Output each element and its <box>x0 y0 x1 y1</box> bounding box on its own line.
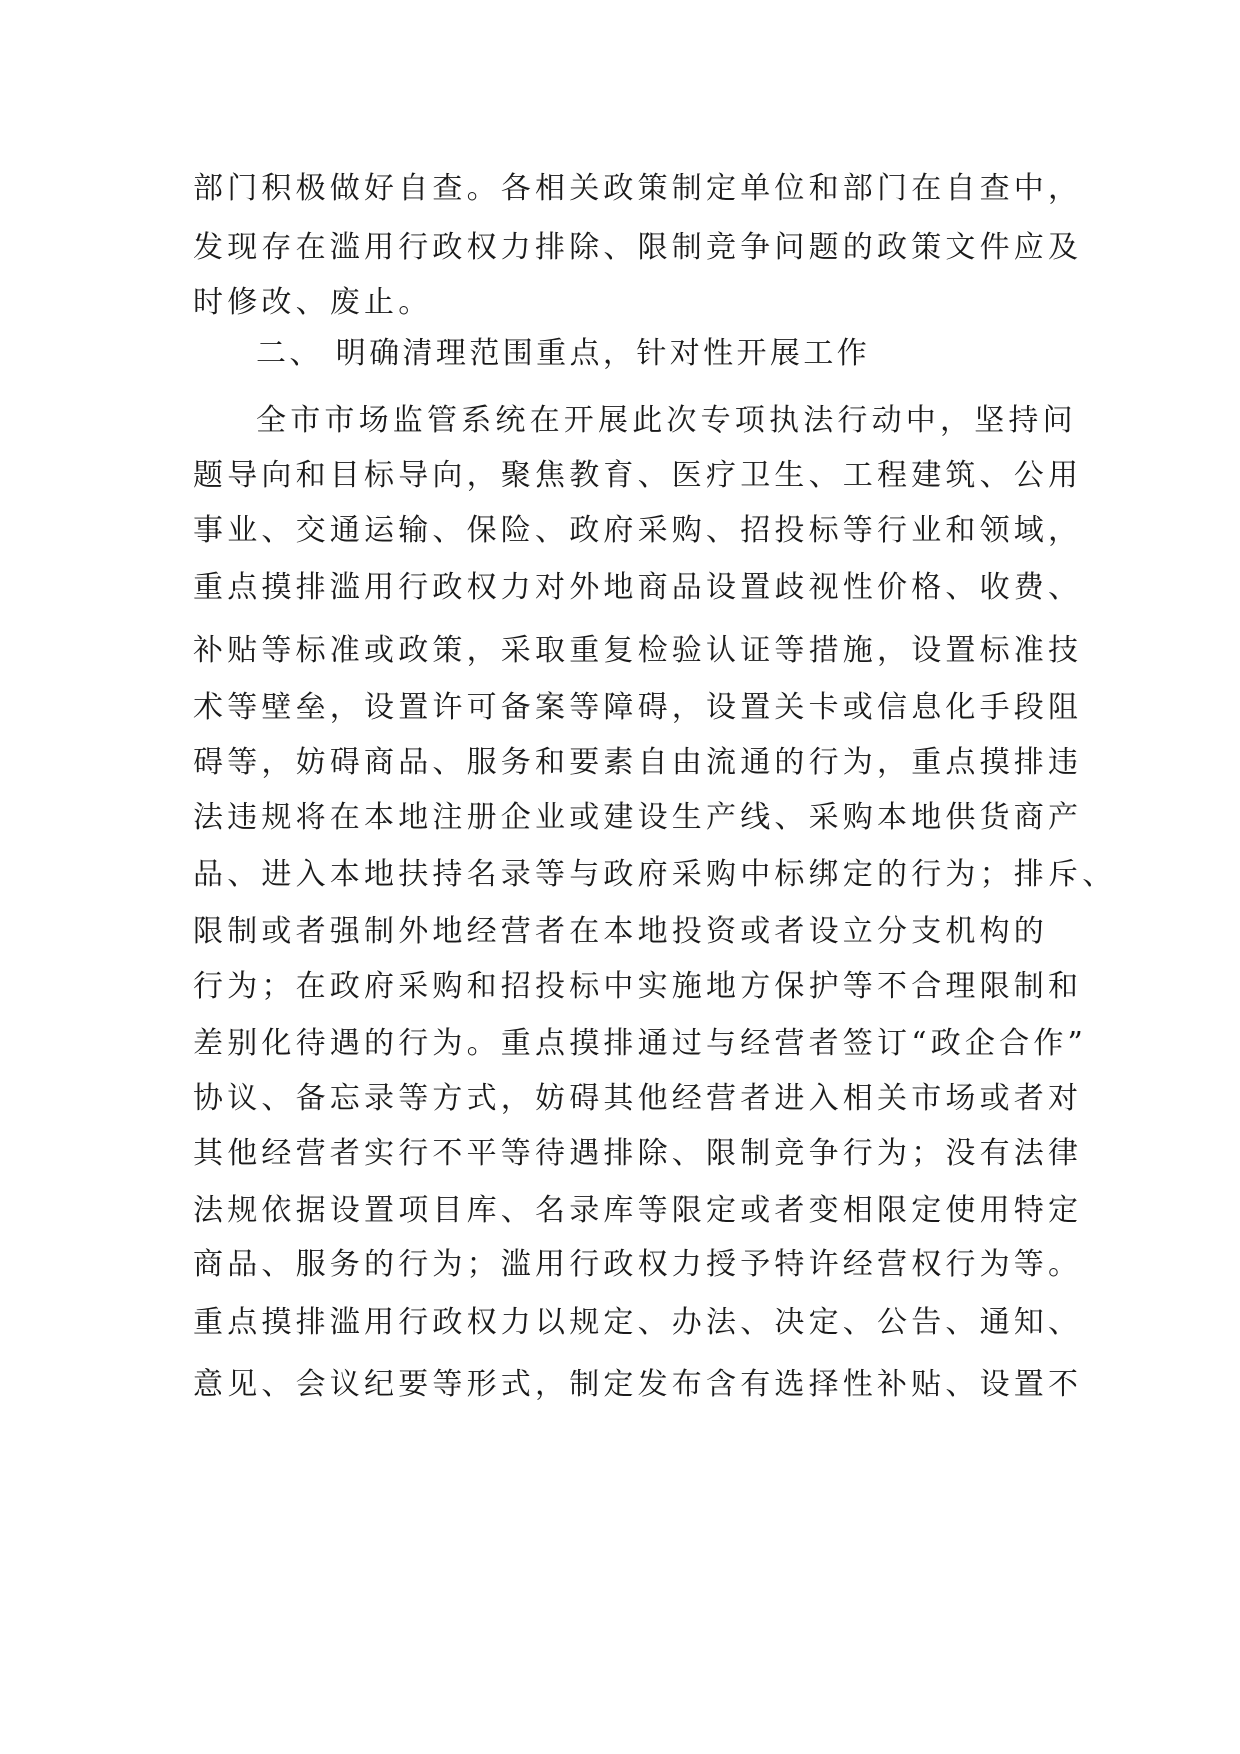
text-line: 部门积极做好自查。各相关政策制定单位和部门在自查中， <box>193 171 1083 206</box>
text-line: 补贴等标准或政策，采取重复检验认证等措施，设置标准技 <box>193 633 1083 668</box>
text-line: 重点摸排滥用行政权力以规定、办法、决定、公告、通知、 <box>193 1305 1083 1340</box>
text-line: 术等壁垒，设置许可备案等障碍，设置关卡或信息化手段阻 <box>193 690 1083 725</box>
text-line: 意见、会议纪要等形式，制定发布含有选择性补贴、设置不 <box>193 1367 1083 1402</box>
text-line: 事业、交通运输、保险、政府采购、招投标等行业和领域， <box>193 513 1083 548</box>
text-line: 差别化待遇的行为。重点摸排通过与经营者签订“政企合作” <box>193 1026 1088 1061</box>
text-line: 品、进入本地扶持名录等与政府采购中标绑定的行为；排斥、 <box>193 857 1117 892</box>
text-line: 行为；在政府采购和招投标中实施地方保护等不合理限制和 <box>193 969 1083 1004</box>
text-line: 协议、备忘录等方式，妨碍其他经营者进入相关市场或者对 <box>193 1081 1083 1116</box>
paragraph-first-line: 全市市场监管系统在开展此次专项执法行动中，坚持问 <box>256 403 1077 438</box>
text-line: 题导向和目标导向，聚焦教育、医疗卫生、工程建筑、公用 <box>193 458 1083 493</box>
text-line: 时修改、废止。 <box>193 285 433 320</box>
text-line: 碍等，妨碍商品、服务和要素自由流通的行为，重点摸排违 <box>193 745 1083 780</box>
text-line: 法违规将在本地注册企业或建设生产线、采购本地供货商产 <box>193 800 1083 835</box>
section-heading: 二、 明确清理范围重点，针对性开展工作 <box>256 336 871 371</box>
text-line: 其他经营者实行不平等待遇排除、限制竞争行为；没有法律 <box>193 1136 1083 1171</box>
text-line: 商品、服务的行为；滥用行政权力授予特许经营权行为等。 <box>193 1247 1083 1282</box>
text-line: 重点摸排滥用行政权力对外地商品设置歧视性价格、收费、 <box>193 570 1083 605</box>
text-line: 法规依据设置项目库、名录库等限定或者变相限定使用特定 <box>193 1193 1083 1228</box>
text-line: 发现存在滥用行政权力排除、限制竞争问题的政策文件应及 <box>193 230 1083 265</box>
text-line: 限制或者强制外地经营者在本地投资或者设立分支机构的 <box>193 914 1048 949</box>
